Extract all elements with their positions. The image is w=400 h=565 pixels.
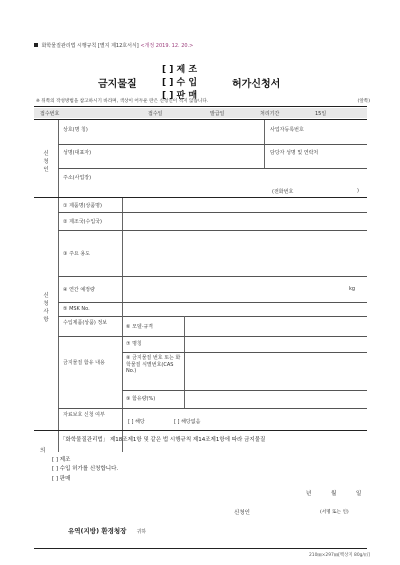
msds-label: ⑤ MSK No. [63, 306, 90, 312]
divider [34, 430, 367, 431]
divider [58, 168, 367, 169]
bullet-square-icon [34, 43, 38, 47]
divider [122, 316, 123, 336]
option-sale[interactable]: [ ] 판매 [52, 476, 71, 482]
product-name-label: ① 제품명(상품명) [63, 203, 102, 209]
confidential-label: 자료보호 신청 여부 [63, 412, 105, 418]
phone-label: (전화번호 [272, 189, 294, 195]
divider [58, 120, 59, 197]
agency-suffix: 귀하 [136, 529, 147, 535]
phone-close: ) [357, 188, 359, 194]
divider [122, 390, 367, 391]
annual-qty-label: ④ 연간 예정량 [63, 287, 95, 293]
country-label: ② 제조국(수입국) [63, 219, 102, 225]
divider [58, 212, 367, 213]
divider [34, 119, 367, 120]
option-import[interactable]: [ ] 수입 허가를 신청합니다. [52, 466, 119, 472]
divider [34, 548, 367, 549]
applicant-section-label: 신청인 [43, 151, 49, 173]
statement-end: 의 [40, 448, 46, 454]
form-title [0, 62, 400, 100]
divider [34, 106, 367, 107]
use-label: ③ 주요 용도 [63, 251, 90, 257]
business-reg-label: 사업자등록번호 [270, 127, 304, 133]
divider [58, 336, 367, 337]
option-manufacture[interactable]: [ ] 제조 [52, 457, 71, 463]
divider [58, 198, 59, 452]
page-indicator: (앞쪽) [357, 99, 370, 104]
unit-label: kg [349, 286, 356, 292]
model-label: ⑥ 모델·규격 [126, 324, 153, 330]
address-label: 주소(사업장) [63, 175, 92, 181]
representative-label: 성명(대표자) [63, 150, 92, 156]
import-product-info-label: 수입제품(상품) 정보 [63, 320, 108, 326]
receipt-number-label: 접수번호 [40, 111, 60, 117]
instruction-note: ※ 뒤쪽의 작성방법을 참고하시기 바라며, 색상이 어두운 란은 신청인이 적지 않습니다. [36, 99, 209, 104]
date-month: 월 [331, 491, 337, 497]
title-main: 금지물질 [98, 79, 137, 90]
title-option-sale: [ ] 판 매 [162, 91, 198, 101]
applicant-sign-label: 신청인 [234, 510, 250, 516]
title-option-import: [ ] 수 입 [162, 78, 198, 88]
date-day: 일 [356, 491, 362, 497]
form-reference [34, 42, 193, 49]
contact-person-label: 담당자 성명 및 연락처 [270, 150, 319, 156]
agency-addressee [68, 526, 146, 535]
revision-date: <개정 2019. 12. 20.> [140, 43, 194, 49]
confidential-no-checkbox[interactable]: [ ] 해당없음 [174, 419, 201, 425]
content-label: ⑨ 함유량(%) [126, 396, 156, 402]
date-year: 년 [306, 491, 312, 497]
issue-date-label: 발급일 [210, 111, 225, 117]
title-suffix: 허가신청서 [232, 79, 281, 90]
details-section-label: 신청사항 [43, 293, 49, 323]
divider [58, 302, 367, 303]
divider [58, 230, 367, 231]
paper-size: 210㎜×297㎜[백상지 80g/㎡] [308, 553, 370, 558]
divider [122, 352, 367, 353]
processing-period-label: 처리기간 [260, 111, 280, 117]
cas-label: ⑧ 금지물질 번호 또는 화학물질 식별번호(CAS No.) [126, 355, 181, 374]
composition-info-label: 금지물질 함유 내용 [63, 360, 105, 366]
divider [34, 197, 367, 198]
trade-name-label: 상호(명 칭) [63, 127, 88, 133]
substance-name-label: ⑦ 명칭 [126, 341, 142, 347]
divider [184, 316, 185, 408]
statement-text: 「화학물질관리법」 제18조제1항 및 같은 법 시행규칙 제14조제1항에 따라 금지물질 [60, 437, 266, 443]
confidential-yes-checkbox[interactable]: [ ] 해당 [128, 419, 145, 425]
form-ref-text: 화학물질관리법 시행규칙 [별지 제12호서식] [41, 43, 139, 49]
processing-period-value: 15일 [315, 111, 327, 117]
divider [58, 408, 367, 409]
divider [58, 144, 367, 145]
divider [58, 276, 367, 277]
agency-name: 유역(지방) 환경청장 [68, 527, 127, 535]
title-option-manufacture: [ ] 제 조 [162, 65, 198, 75]
receipt-date-label: 접수일 [148, 111, 163, 117]
divider [58, 316, 367, 317]
signature-label: (서명 또는 인) [320, 510, 349, 515]
